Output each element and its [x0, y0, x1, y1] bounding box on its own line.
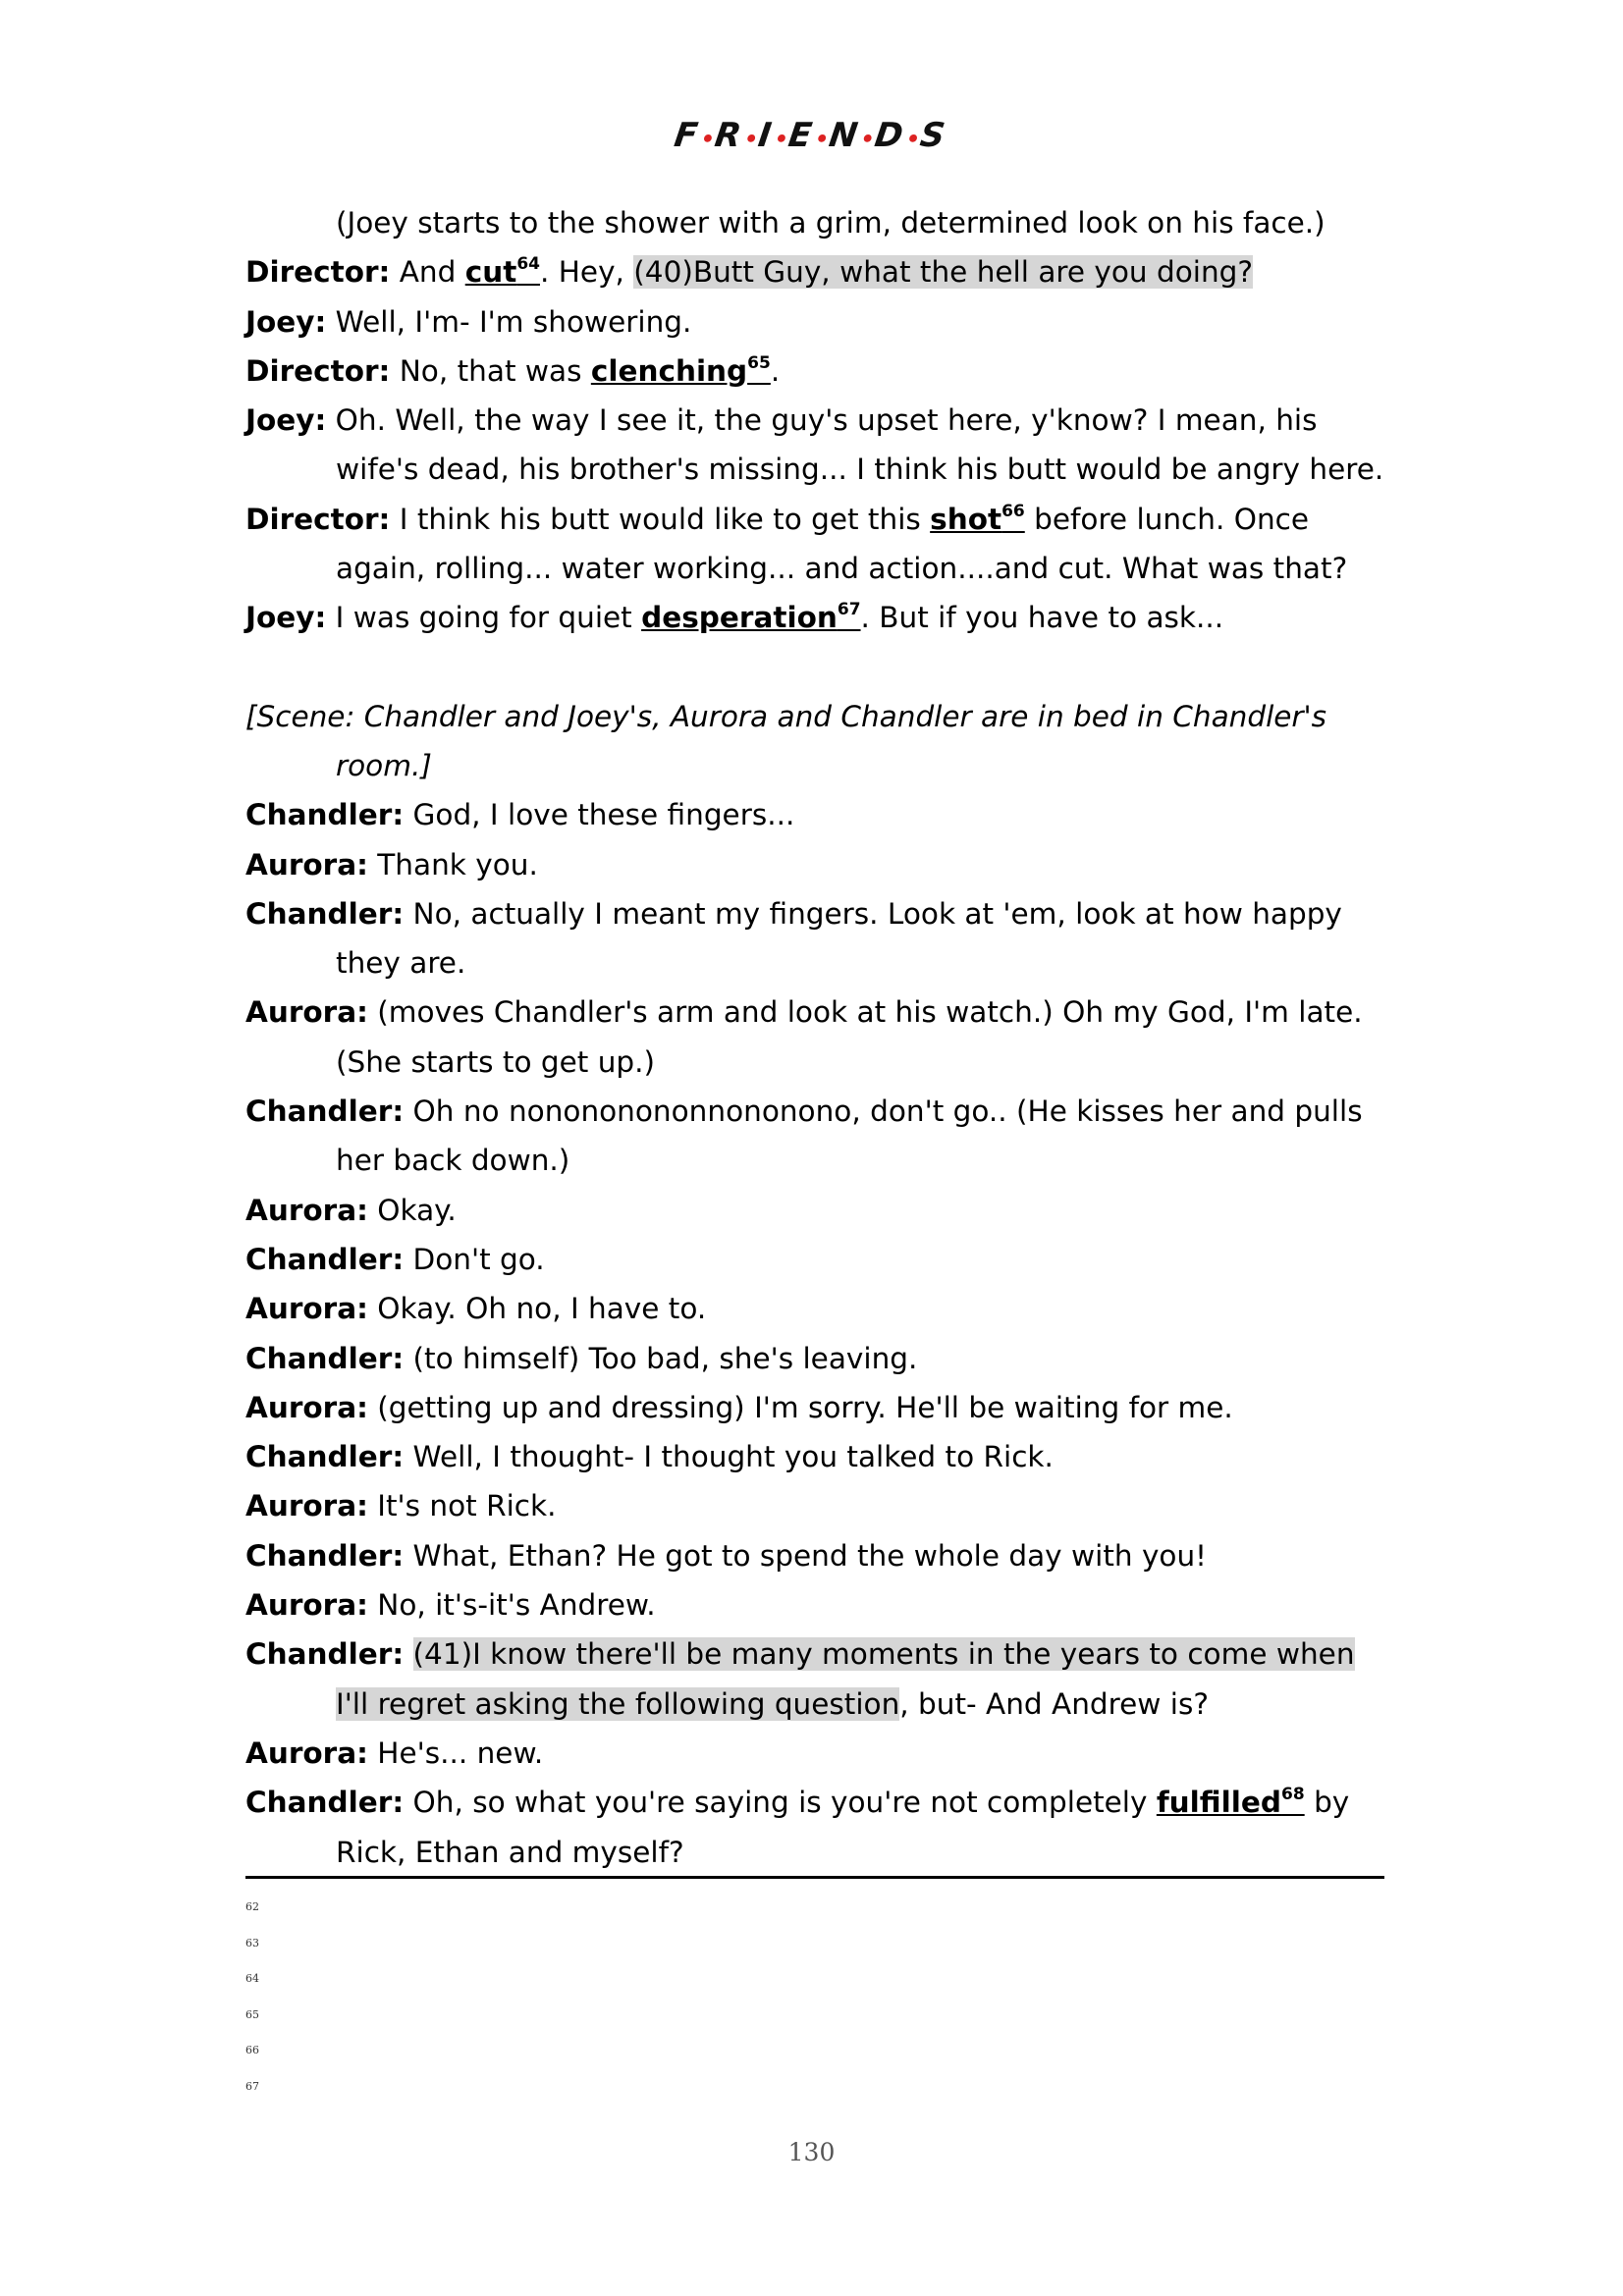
speaker-name: Joey: [245, 304, 327, 339]
footnote-number: 63 [245, 1936, 259, 1949]
speaker-name: Chandler: [245, 1341, 405, 1375]
logo-dot: • [903, 128, 922, 152]
logo-dot: • [772, 128, 790, 152]
dialogue-line [245, 1531, 1394, 1580]
footnote-ref: 68 [1281, 1785, 1305, 1805]
footnote-ref: 67 [837, 600, 861, 620]
highlighted-phrase: (41)I know there'll be many moments in the years to come when I'll regret asking the following question [336, 1637, 1355, 1721]
speaker-name: Aurora: [245, 1735, 368, 1770]
logo-letter: F [672, 116, 705, 155]
logo-letter: R [712, 116, 748, 155]
dialogue-line [245, 1383, 1394, 1432]
highlighted-phrase: (40)Butt Guy, what the hell are you doing? [633, 255, 1254, 290]
dialogue-text: Thank you. [367, 847, 538, 881]
speaker-name: Aurora: [245, 1292, 368, 1326]
logo-dot: • [698, 128, 717, 152]
footnote-list [245, 1890, 259, 2106]
dialogue-line [245, 1186, 1394, 1235]
dialogue-text: (to himself) Too bad, she's leaving. [404, 1341, 918, 1375]
dialogue-text: . [770, 353, 781, 388]
glossary-term [591, 354, 771, 388]
dialogue-line [245, 1087, 1394, 1186]
speaker-name: Chandler: [245, 1538, 405, 1573]
speaker-name: Chandler: [245, 1637, 405, 1672]
dialogue-line [245, 495, 1394, 594]
dialogue-line [245, 1729, 1394, 1778]
dialogue-text: I think his butt would like to get this [390, 502, 931, 536]
glossary-term [641, 601, 860, 634]
dialogue-line [245, 297, 1394, 347]
speaker-name: Aurora: [245, 847, 368, 881]
dialogue-text: before lunch. Once again, rolling... water working... and action....and cut. What was that? [336, 502, 1348, 586]
speaker-name: Aurora: [245, 995, 368, 1030]
dialogue-text: Oh. Well, the way I see it, the guy's upset here, y'know? I mean, his wife's dead, his brother's missing... I think his butt would be angry here. [326, 403, 1384, 487]
script-body [245, 198, 1394, 1877]
footnote-number: 64 [245, 1972, 259, 1986]
speaker-name: Aurora: [245, 1489, 368, 1523]
dialogue-line [245, 889, 1394, 988]
footnote-number: 65 [245, 2007, 259, 2021]
footnote-ref: 66 [1001, 501, 1025, 521]
dialogue-text: And [390, 255, 465, 290]
speaker-name: Director: [245, 502, 391, 536]
dialogue-line [245, 1334, 1394, 1383]
dialogue-text: Oh, so what you're saying is you're not completely [404, 1786, 1157, 1820]
speaker-name: Chandler: [245, 1786, 405, 1820]
dialogue-text: Well, I'm- I'm showering. [326, 304, 692, 339]
speaker-name: Aurora: [245, 1390, 368, 1424]
dialogue-text: . Hey, [539, 255, 634, 290]
speaker-name: Director: [245, 255, 391, 290]
logo-letter: S [917, 116, 951, 155]
glossary-term [930, 503, 1025, 536]
dialogue-text: He's... new. [367, 1735, 544, 1770]
dialogue-text: (getting up and dressing) I'm sorry. He'll be waiting for me. [367, 1390, 1233, 1424]
dialogue-line [245, 988, 1394, 1087]
dialogue-text: by Rick, Ethan and myself? [336, 1786, 1350, 1869]
dialogue-text: , but- And Andrew is? [899, 1686, 1209, 1721]
dialogue-line [245, 347, 1394, 396]
speaker-name: Joey: [245, 601, 327, 635]
dialogue-line [245, 1629, 1394, 1729]
logo-dot: • [742, 128, 760, 152]
dialogue-line [245, 1284, 1394, 1333]
dialogue-text: No, actually I meant my fingers. Look at 'em, look at how happy they are. [336, 896, 1342, 981]
dialogue-text: Well, I thought- I thought you talked to Rick. [404, 1440, 1054, 1474]
dialogue-text: What, Ethan? He got to spend the whole day with you! [404, 1538, 1207, 1573]
dialogue-text: It's not Rick. [367, 1489, 557, 1523]
logo-letter: I [755, 116, 779, 155]
logo-letter: E [785, 116, 819, 155]
footnote-number: 67 [245, 2079, 259, 2093]
logo-dot: • [813, 128, 831, 152]
page-number: 130 [787, 2138, 836, 2166]
dialogue-text [404, 1637, 412, 1671]
dialogue-line [245, 396, 1394, 495]
glossary-word: shot [930, 502, 1002, 536]
footnote-ref: 64 [516, 254, 540, 275]
speaker-name: Aurora: [245, 1588, 368, 1623]
dialogue-text: (moves Chandler's arm and look at his watch.) Oh my God, I'm late. (She starts to get up.) [336, 995, 1363, 1079]
footnote-number: 66 [245, 2044, 259, 2057]
speaker-name: Chandler: [245, 1095, 405, 1129]
dialogue-text: No, that was [390, 353, 591, 388]
speaker-name: Joey: [245, 403, 327, 438]
friends-logo [0, 116, 1623, 155]
footnote-separator [245, 1876, 1384, 1879]
dialogue-text: No, it's-it's Andrew. [367, 1588, 656, 1623]
scene-heading: [Scene: Chandler and Joey's, Aurora and Chandler are in bed in Chandler's room.] [245, 699, 1327, 782]
dialogue-text: Don't go. [404, 1242, 545, 1276]
dialogue-line [245, 1235, 1394, 1284]
dialogue-line [245, 1481, 1394, 1530]
dialogue-text: Oh no nonononononnononono, don't go.. (He kisses her and pulls her back down.) [336, 1095, 1363, 1178]
glossary-word: clenching [590, 353, 748, 388]
speaker-name: Chandler: [245, 896, 405, 931]
dialogue-text: Okay. Oh no, I have to. [367, 1292, 707, 1326]
glossary-word: cut [464, 255, 517, 290]
speaker-name: Chandler: [245, 1242, 405, 1276]
footnote-number: 62 [245, 1900, 259, 1913]
dialogue-line [245, 1580, 1394, 1629]
dialogue-line [245, 593, 1394, 642]
speaker-name: Aurora: [245, 1193, 368, 1227]
glossary-word: desperation [641, 601, 838, 635]
dialogue-line [245, 247, 1394, 296]
speaker-name: Chandler: [245, 1440, 405, 1474]
glossary-term [1157, 1786, 1305, 1819]
dialogue-line [245, 790, 1394, 839]
speaker-name: Chandler: [245, 798, 405, 832]
dialogue-line [245, 840, 1394, 889]
dialogue-text: God, I love these fingers... [404, 798, 795, 832]
stage-direction: (Joey starts to the shower with a grim, determined look on his face.) [336, 206, 1325, 240]
blank-line [245, 643, 1394, 692]
dialogue-line [245, 1778, 1394, 1877]
speaker-name: Director: [245, 353, 391, 388]
dialogue-text: I was going for quiet [326, 601, 642, 635]
logo-dot: • [858, 128, 877, 152]
logo-letter: D [872, 116, 910, 155]
glossary-term [465, 255, 540, 289]
dialogue-text: . But if you have to ask... [860, 601, 1224, 635]
glossary-word: fulfilled [1156, 1786, 1282, 1820]
dialogue-text: Okay. [367, 1193, 457, 1227]
dialogue-line [245, 1432, 1394, 1481]
logo-letter: N [826, 116, 864, 155]
footnote-ref: 65 [747, 352, 771, 373]
